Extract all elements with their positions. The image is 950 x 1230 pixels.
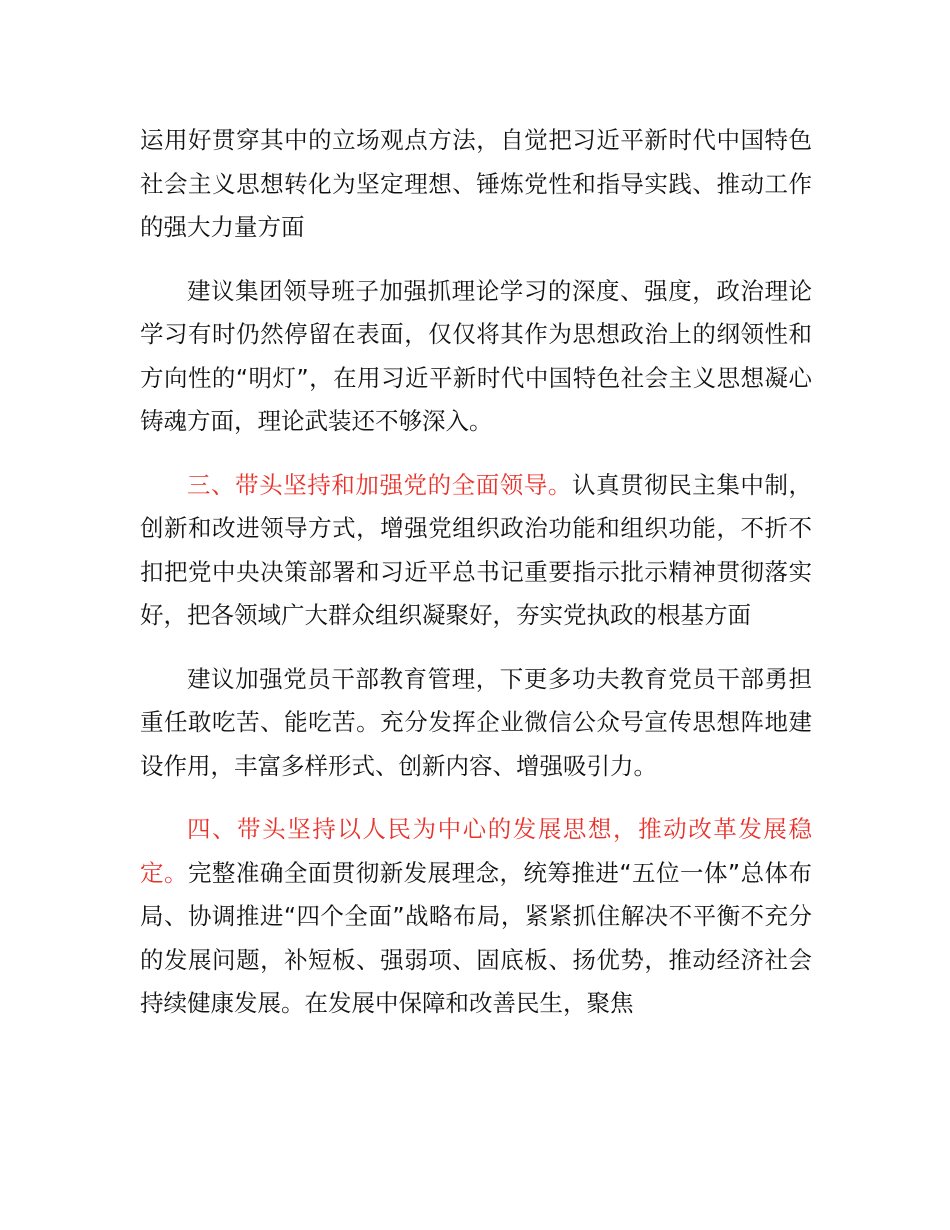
paragraph-text: 完整准确全面贯彻新发展理念，统筹推进“五位一体”总体布局、协调推进“四个全面”战略布局，紧紧抓住解决不平衡不充分的发展问题，补短板、强弱项、固底板、扬优势，推动经济社会持续健康发展。在发展中保障和改善民生，聚焦 (140, 858, 813, 1017)
paragraph-3 (140, 464, 812, 638)
paragraph-text: 运用好贯穿其中的立场观点方法，自觉把习近平新时代中国特色社会主义思想转化为坚定理想、锤炼党性和指导实践、推动工作的强大力量方面 (140, 126, 812, 241)
section-heading-4: 四、带头坚持以人民为中心的发展思想，推动改革发展稳定。 (140, 815, 812, 887)
section-heading-3: 三、带头坚持和加强党的全面领导。 (187, 470, 572, 499)
paragraph-5 (140, 808, 812, 1026)
paragraph-4 (140, 658, 812, 789)
paragraph-1 (140, 119, 812, 250)
document-body (140, 119, 812, 1046)
paragraph-text: 认真贯彻民主集中制，创新和改进领导方式，增强党组织政治功能和组织功能，不折不扣把党中央决策部署和习近平总书记重要指示批示精神贯彻落实好，把各领域广大群众组织凝聚好，夯实党执政的根基方面 (140, 470, 813, 629)
paragraph-2 (140, 270, 812, 444)
paragraph-text: 建议集团领导班子加强抓理论学习的深度、强度，政治理论学习有时仍然停留在表面，仅仅将其作为思想政治上的纲领性和方向性的“明灯”，在用习近平新时代中国特色社会主义思想凝心铸魂方面，理论武装还不够深入。 (140, 276, 812, 435)
paragraph-text: 建议加强党员干部教育管理，下更多功夫教育党员干部勇担重任敢吃苦、能吃苦。充分发挥企业微信公众号宣传思想阵地建设作用，丰富多样形式、创新内容、增强吸引力。 (140, 664, 812, 780)
